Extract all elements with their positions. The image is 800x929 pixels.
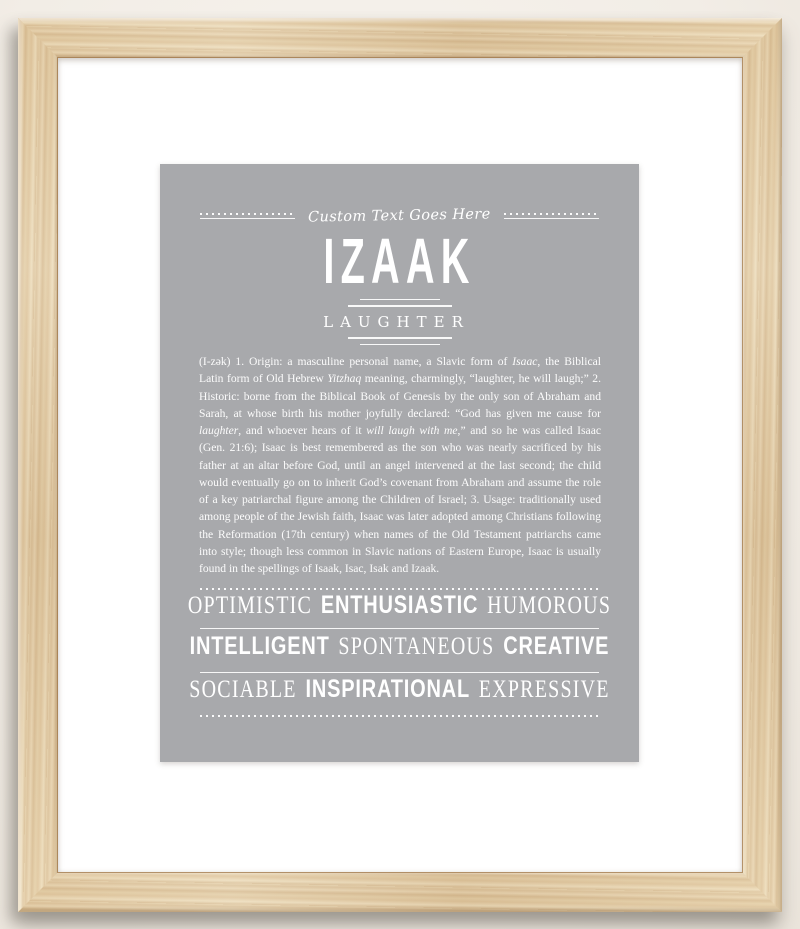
divider-line — [348, 337, 452, 339]
definition-italic-segment: Isaac — [512, 355, 538, 368]
definition-italic-segment: Yitzhaq — [327, 372, 362, 386]
trait-word: SOCIABLE — [189, 676, 297, 703]
picture-frame — [18, 18, 782, 912]
definition-segment: meaning, charmingly, “laughter, he will laugh;” 2. Historic: borne from the Biblical Book of Genesis by the only son of Abraham and Sarah, at whose birth his mother joyfully declared: “God has given me cause for — [199, 372, 601, 420]
trait-row — [189, 675, 610, 714]
custom-text-label: Custom Text Goes Here — [308, 206, 491, 226]
trait-word: SPONTANEOUS — [338, 633, 495, 660]
dotted-rule-top — [200, 588, 599, 590]
frame-right-rail — [742, 18, 782, 912]
trait-word: HUMOROUS — [487, 592, 612, 619]
definition-segment: ,” and so he was called Isaac (Gen. 21:6); Isaac is best remembered as the son who was nearly sacrificed by his father at an altar before God, until an angel intervened at the last second; the child would eventually go on to inherit God’s covenant from Abraham and assume the role of a key patriarchal figure among the Children of Israel; 3. Usage: traditionally used among people of the Jewish faith, Isaac was later adopted among Christians following the Reformation (17th century) when names of the Old Testament patriarchs came into style; though less common in Slavic nations of Eastern Europe, Isaac is usually found in the spellings of Isaak, Isac, Isak and Izaak. — [199, 424, 601, 575]
definition-segment: (I-zək) 1. Origin: a masculine personal name, a Slavic form of — [199, 355, 513, 368]
separator-line — [200, 672, 599, 673]
trait-row — [189, 632, 610, 671]
trait-word: INSPIRATIONAL — [305, 675, 470, 703]
trait-word: CREATIVE — [503, 632, 610, 660]
divider-line — [348, 305, 452, 307]
mat-board — [58, 58, 742, 872]
divider-line — [360, 299, 440, 300]
frame-bottom-rail — [18, 872, 782, 912]
trait-word: OPTIMISTIC — [187, 592, 313, 619]
dotted-rule-left — [200, 213, 295, 219]
meaning-label: LAUGHTER — [323, 313, 470, 331]
definition-segment: , and whoever hears of it — [238, 424, 367, 437]
divider-above-meaning — [160, 299, 639, 307]
definition-italic-segment: laughter — [199, 424, 239, 437]
frame-left-rail — [18, 18, 58, 912]
trait-word: INTELLIGENT — [189, 632, 330, 660]
dotted-rule-bottom — [200, 715, 599, 717]
trait-row — [187, 591, 612, 627]
divider-line — [360, 344, 440, 345]
trait-word: EXPRESSIVE — [478, 676, 610, 703]
definition-italic-segment: will laugh with me — [366, 424, 458, 437]
trait-word: ENTHUSIASTIC — [320, 591, 479, 619]
divider-below-meaning — [160, 337, 639, 345]
dotted-rule-right — [504, 213, 599, 219]
traits-section — [187, 588, 612, 718]
definition-text — [199, 353, 601, 577]
definition-segment: , the Biblical Latin form of Old Hebrew — [199, 355, 601, 386]
name-title: IZAAK — [323, 225, 476, 297]
frame-top-rail — [18, 18, 782, 58]
separator-line — [200, 628, 599, 629]
art-print — [160, 164, 639, 762]
